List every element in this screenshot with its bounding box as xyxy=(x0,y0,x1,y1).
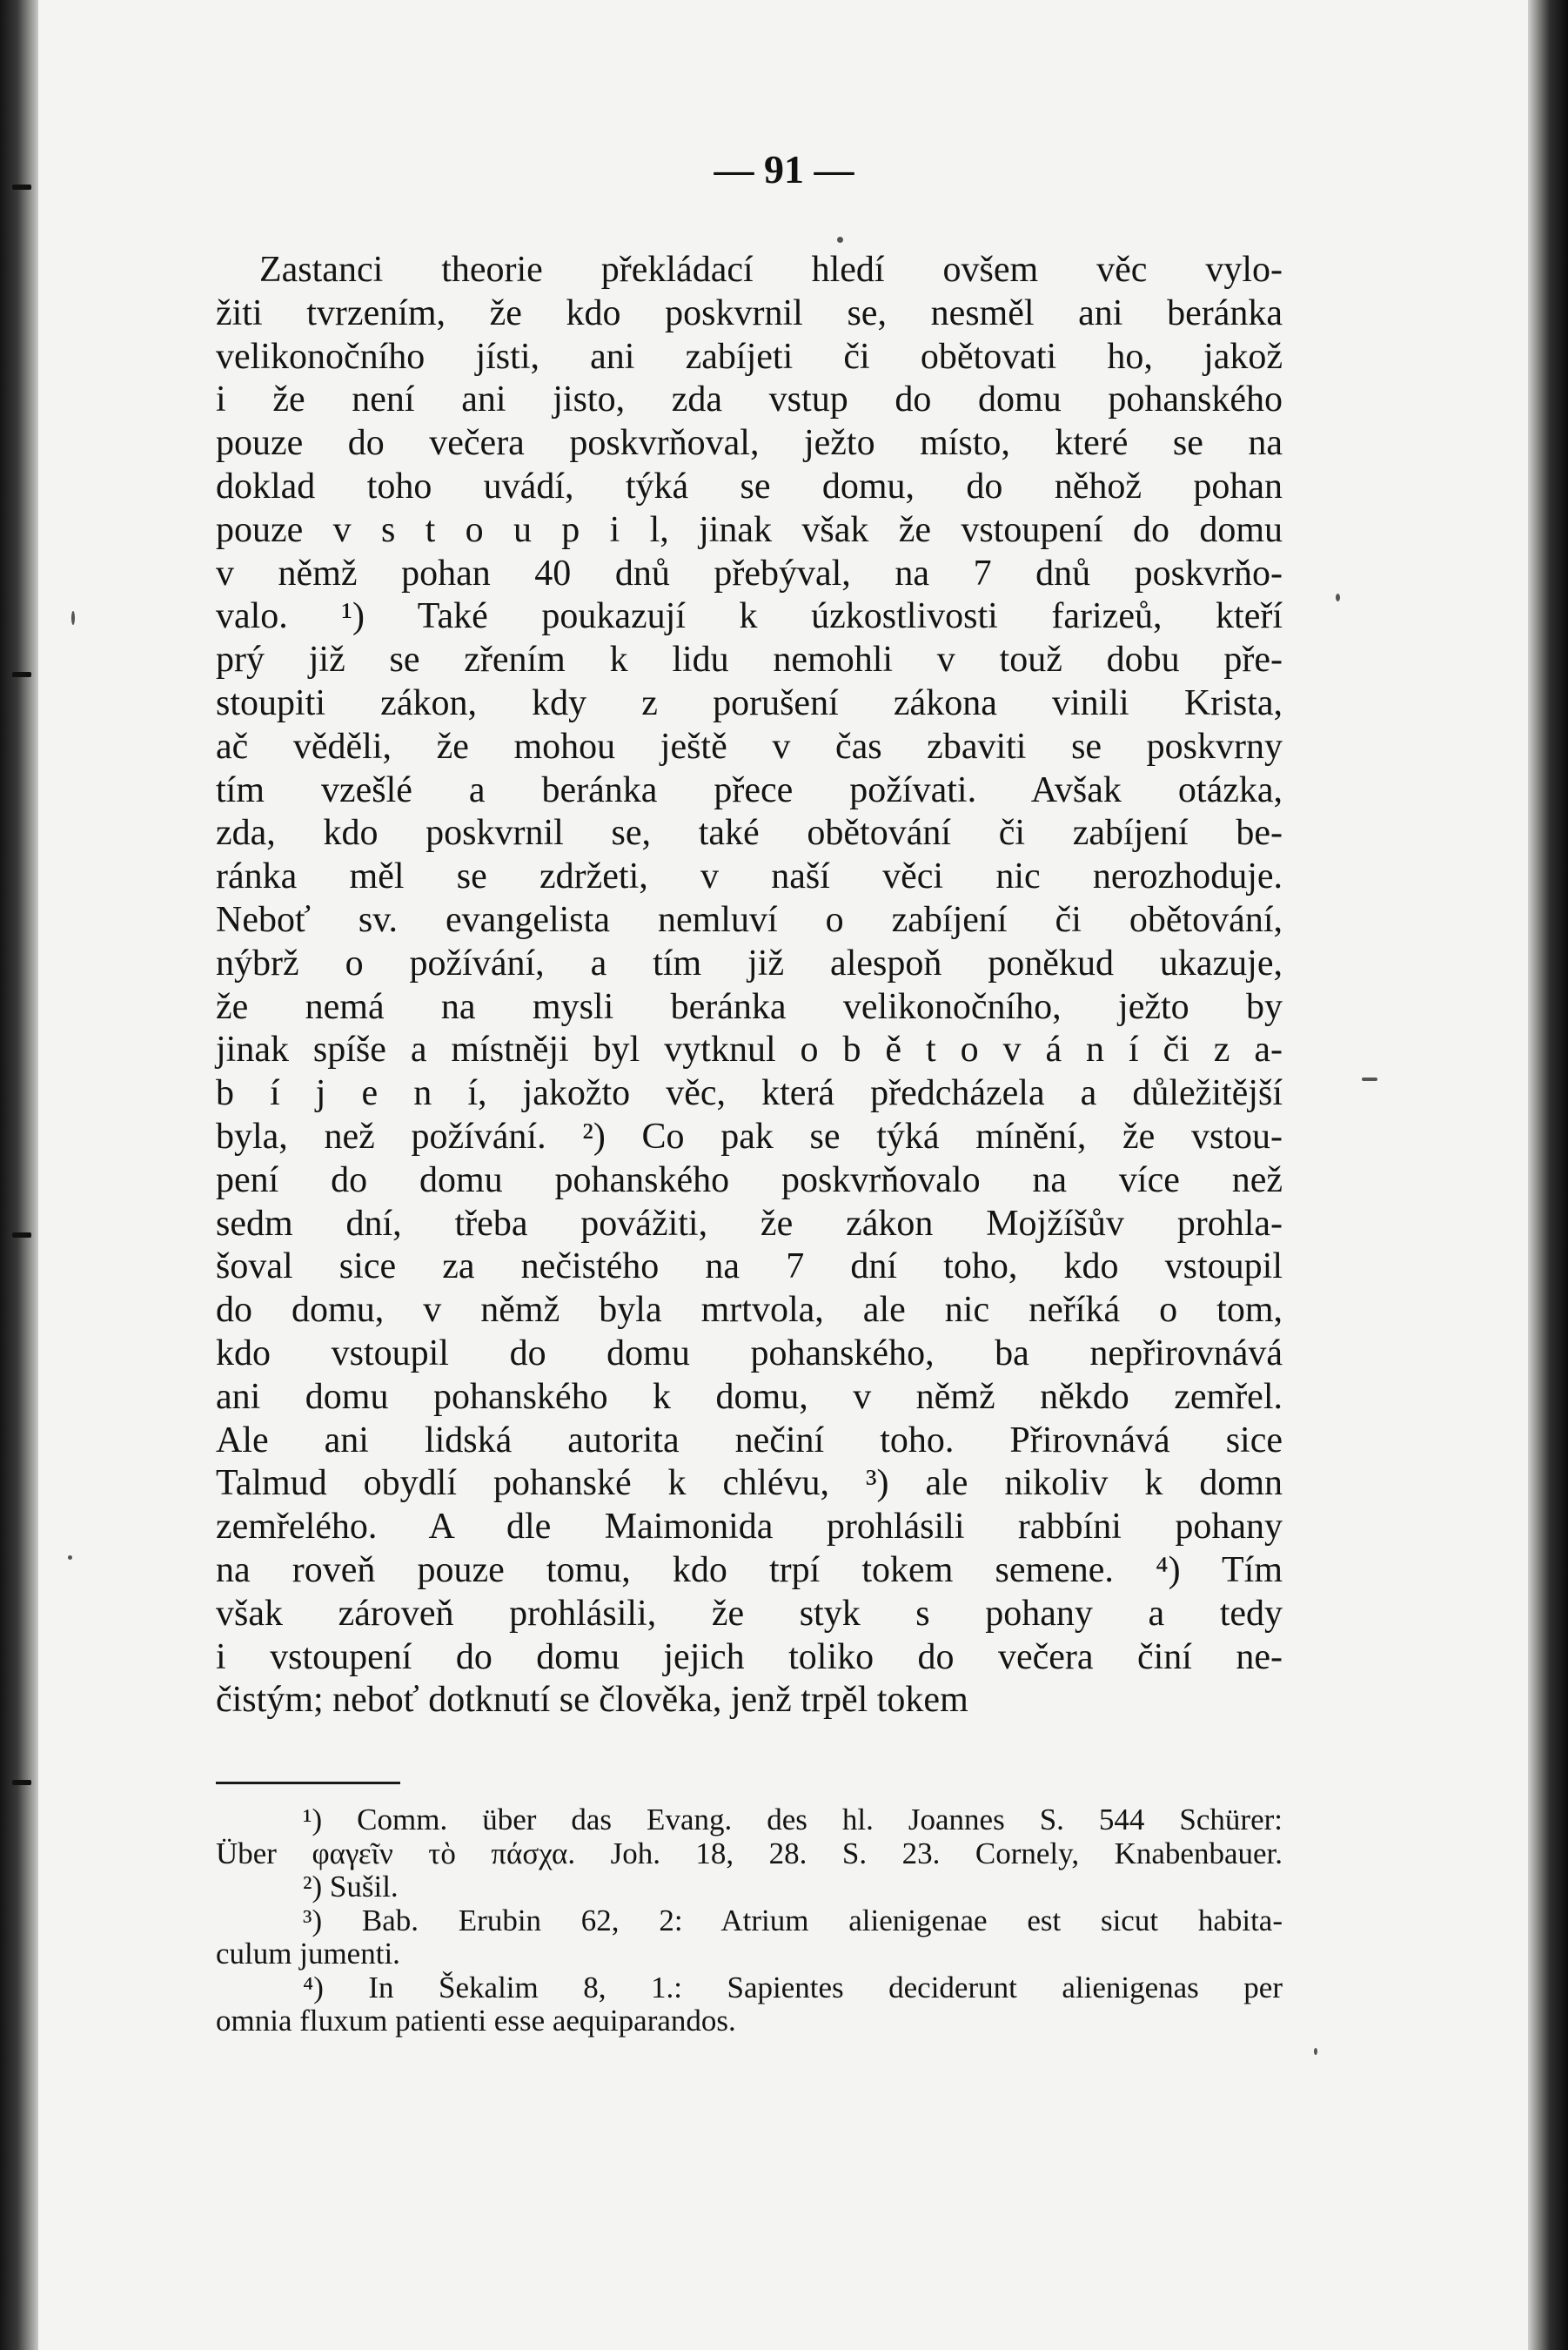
footnote-line: culum jumenti. xyxy=(216,1937,400,1971)
text-line: pouze do večera poskvrňoval, ježto místo, které se na xyxy=(216,423,1283,464)
text-line: ač věděli, že mohou ještě v čas zbaviti se poskvrny xyxy=(216,726,1283,767)
footnote-separator xyxy=(216,1782,400,1784)
text-line: valo. ¹) Také poukazují k úzkostlivosti farizeů, kteří xyxy=(216,596,1283,637)
text-line: stoupiti zákon, kdy z porušení zákona vinili Krista, xyxy=(216,682,1283,723)
binding-mark xyxy=(12,1780,31,1785)
body-text xyxy=(216,249,1283,1722)
right-page-edge-shadow xyxy=(1528,0,1568,2350)
footnote-line: ³) Bab. Erubin 62, 2: Atrium alienigenae est sicut habita- xyxy=(303,1903,1283,1937)
footnote-line: ¹) Comm. über das Evang. des hl. Joannes S. 544 Schürer: xyxy=(303,1803,1283,1836)
text-line: jinak spíše a místněji byl vytknul o b ě t o v á n í či z a- xyxy=(216,1030,1283,1071)
page-number: — 91 — xyxy=(714,147,854,191)
text-line: žiti tvrzením, že kdo poskvrnil se, nesměl ani beránka xyxy=(216,292,1283,333)
text-line: tím vzešlé a beránka přece požívati. Avšak otázka, xyxy=(216,769,1283,810)
text-line: do domu, v němž byla mrtvola, ale nic neříká o tom, xyxy=(216,1290,1283,1331)
footnotes xyxy=(216,1803,1283,2038)
scan-speck xyxy=(71,611,75,625)
binding-mark xyxy=(12,1232,31,1238)
text-line: ránka měl se zdržeti, v naší věci nic nerozhoduje. xyxy=(216,856,1283,897)
text-line: v němž pohan 40 dnů přebýval, na 7 dnů poskvrňo- xyxy=(216,553,1283,594)
scan-speck xyxy=(1336,594,1340,601)
text-line: Talmud obydlí pohanské k chlévu, ³) ale nikoliv k domn xyxy=(216,1463,1283,1504)
text-line: však zároveň prohlásili, že styk s pohany a tedy xyxy=(216,1593,1283,1634)
text-line: Zastanci theorie překládací hledí ovšem věc vylo- xyxy=(259,250,1283,290)
text-line: sedm dní, třeba povážiti, že zákon Mojžíšův prohla- xyxy=(216,1203,1283,1244)
text-line: prý již se zřením k lidu nemohli v touž dobu pře- xyxy=(216,640,1283,681)
text-line: šoval sice za nečistého na 7 dní toho, kdo vstoupil xyxy=(216,1246,1283,1287)
text-line: byla, než požívání. ²) Co pak se týká mínění, že vstou- xyxy=(216,1116,1283,1157)
text-line: pení do domu pohanského poskvrňovalo na více než xyxy=(216,1159,1283,1200)
text-line: i že není ani jisto, zda vstup do domu pohanského xyxy=(216,379,1283,420)
text-line: doklad toho uvádí, týká se domu, do něhož pohan xyxy=(216,466,1283,507)
text-line: že nemá na mysli beránka velikonočního, ježto by xyxy=(216,986,1283,1027)
footnote-line: Über φαγεῖν τὸ πάσχα. Joh. 18, 28. S. 23. Cornely, Knabenbauer. xyxy=(216,1836,1283,1870)
footnote-line: ²) Sušil. xyxy=(303,1870,399,1904)
text-line: nýbrž o požívání, a tím již alespoň poněkud ukazuje, xyxy=(216,943,1283,984)
scan-speck xyxy=(1362,1078,1377,1081)
text-line: b í j e n í, jakožto věc, která předcházela a důležitější xyxy=(216,1073,1283,1114)
left-page-edge-shadow xyxy=(0,0,38,2350)
text-line: Neboť sv. evangelista nemluví o zabíjení či obětování, xyxy=(216,899,1283,940)
text-line: zda, kdo poskvrnil se, také obětování či zabíjení be- xyxy=(216,813,1283,854)
text-line: pouze v s t o u p i l, jinak však že vstoupení do domu xyxy=(216,509,1283,550)
scan-speck xyxy=(1314,2048,1317,2055)
scan-speck xyxy=(68,1555,72,1560)
text-line: ani domu pohanského k domu, v němž někdo zemřel. xyxy=(216,1376,1283,1417)
footnote-line: ⁴) In Šekalim 8, 1.: Sapientes deciderunt alienigenas per xyxy=(303,1970,1283,2004)
binding-mark xyxy=(12,672,31,677)
scan-speck xyxy=(837,237,843,243)
text-line: zemřelého. A dle Maimonida prohlásili rabbíni pohany xyxy=(216,1507,1283,1548)
text-line: velikonočního jísti, ani zabíjeti či obětovati ho, jakož xyxy=(216,336,1283,377)
footnote-line: omnia fluxum patienti esse aequiparandos. xyxy=(216,2004,736,2038)
text-line: i vstoupení do domu jejich toliko do večera činí ne- xyxy=(216,1636,1283,1677)
text-line: čistým; neboť dotknutí se člověka, jenž trpěl tokem xyxy=(216,1680,968,1721)
text-line: na roveň pouze tomu, kdo trpí tokem semene. ⁴) Tím xyxy=(216,1549,1283,1590)
text-line: kdo vstoupil do domu pohanského, ba nepřirovnává xyxy=(216,1333,1283,1373)
text-line: Ale ani lidská autorita nečiní toho. Přirovnává sice xyxy=(216,1420,1283,1460)
